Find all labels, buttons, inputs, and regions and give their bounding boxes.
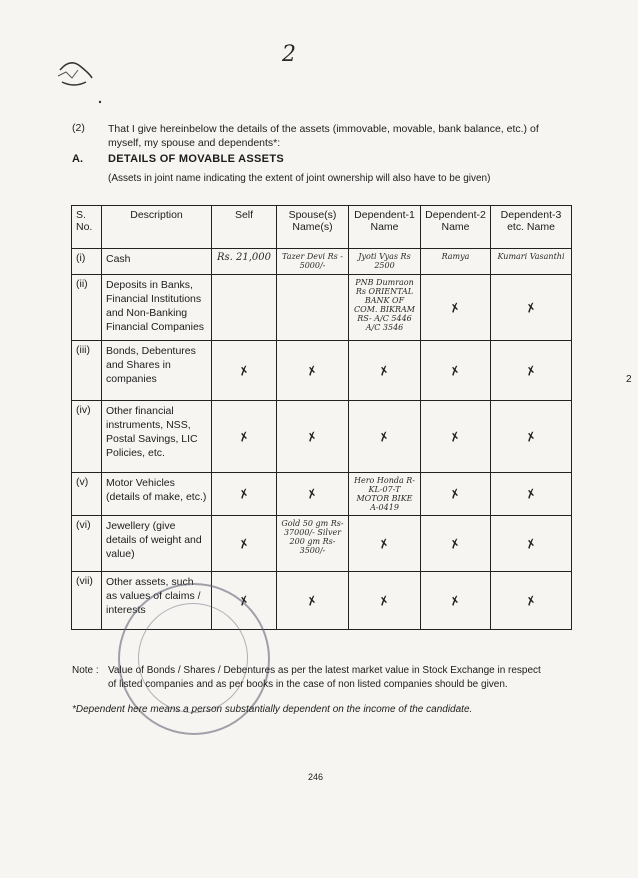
note-line-2: of listed companies and as per books in the case of non listed companies should be given.: [108, 679, 508, 690]
header-description: Description: [102, 206, 212, 249]
notary-stamp-inner-ring: [138, 603, 248, 713]
row-dependent-2-value: ✗: [421, 516, 491, 572]
row-dependent-3-value: Kumari Vasanthi: [491, 249, 572, 275]
table-row: [72, 249, 572, 275]
dependent-footnote: *Dependent here means a person substantially dependent on the income of the candidate.: [72, 704, 473, 715]
row-dependent-3-value: ✗: [491, 401, 572, 473]
row-dependent-1-value: PNB Dumraon Rs ORIENTAL BANK OF COM. BIKRAM RS- A/C 5446 A/C 3546: [349, 275, 421, 341]
movable-assets-table: [71, 205, 572, 630]
row-self-value: ✗: [212, 572, 277, 630]
table-row: [72, 473, 572, 516]
row-self-value: ✗: [212, 401, 277, 473]
row-description: Cash: [102, 249, 212, 275]
row-dependent-1-value: Hero Honda R- KL-07-T MOTOR BIKE A-0419: [349, 473, 421, 516]
corner-scribble: [52, 48, 122, 108]
row-self-value: Rs. 21,000: [212, 249, 277, 275]
header-dependent-1: Dependent-1 Name: [349, 206, 421, 249]
row-spouse-value: [277, 275, 349, 341]
row-sno: (i): [72, 249, 102, 275]
row-description: Jewellery (give details of weight and value): [102, 516, 212, 572]
row-dependent-3-value: ✗: [491, 275, 572, 341]
page-mark: 2: [282, 42, 296, 67]
page-number: 246: [308, 772, 324, 782]
section-title: DETAILS OF MOVABLE ASSETS: [108, 153, 284, 165]
row-sno: (v): [72, 473, 102, 516]
table-row: [72, 516, 572, 572]
row-dependent-2-value: ✗: [421, 341, 491, 401]
row-sno: (vi): [72, 516, 102, 572]
row-dependent-1-value: ✗: [349, 516, 421, 572]
row-spouse-value: Tazer Devi Rs - 5000/-: [277, 249, 349, 275]
row-dependent-2-value: Ramya: [421, 249, 491, 275]
row-dependent-2-value: ✗: [421, 572, 491, 630]
row-description: Other assets, such as values of claims / interests: [102, 572, 212, 630]
header-self: Self: [212, 206, 277, 249]
section-note: (Assets in joint name indicating the extent of joint ownership will also have to be given): [108, 173, 491, 184]
row-spouse-value: ✗: [277, 341, 349, 401]
row-dependent-3-value: ✗: [491, 572, 572, 630]
row-dependent-3-value: ✗: [491, 516, 572, 572]
table-row: [72, 275, 572, 341]
paragraph-line-1: That I give hereinbelow the details of the assets (immovable, movable, bank balance, etc.) of: [108, 123, 539, 135]
row-sno: (iii): [72, 341, 102, 401]
row-description: Deposits in Banks, Financial Institutions and Non-Banking Financial Companies: [102, 275, 212, 341]
row-dependent-1-value: ✗: [349, 572, 421, 630]
row-dependent-3-value: ✗: [491, 473, 572, 516]
table-row: [72, 341, 572, 401]
row-description: Other financial instruments, NSS, Postal Savings, LIC Policies, etc.: [102, 401, 212, 473]
row-dependent-2-value: ✗: [421, 275, 491, 341]
row-description: Bonds, Debentures and Shares in companies: [102, 341, 212, 401]
row-dependent-3-value: ✗: [491, 341, 572, 401]
row-dependent-1-value: ✗: [349, 401, 421, 473]
note-label: Note :: [72, 665, 99, 676]
row-spouse-value: ✗: [277, 572, 349, 630]
header-sno: S. No.: [72, 206, 102, 249]
paragraph-number: (2): [72, 122, 85, 134]
row-self-value: [212, 275, 277, 341]
row-sno: (vii): [72, 572, 102, 630]
row-spouse-value: ✗: [277, 473, 349, 516]
row-sno: (ii): [72, 275, 102, 341]
row-dependent-2-value: ✗: [421, 401, 491, 473]
header-spouse: Spouse(s) Name(s): [277, 206, 349, 249]
row-self-value: ✗: [212, 473, 277, 516]
table-header-row: [72, 206, 572, 249]
row-dependent-1-value: ✗: [349, 341, 421, 401]
row-spouse-value: ✗: [277, 401, 349, 473]
row-self-value: ✗: [212, 341, 277, 401]
row-self-value: ✗: [212, 516, 277, 572]
note-line-1: Value of Bonds / Shares / Debentures as per the latest market value in Stock Exchange in respect: [108, 665, 541, 676]
row-dependent-1-value: Jyoti Vyas Rs 2500: [349, 249, 421, 275]
paragraph-line-2: myself, my spouse and dependents*:: [108, 137, 281, 149]
row-sno: (iv): [72, 401, 102, 473]
row-spouse-value: Gold 50 gm Rs- 37000/- Silver 200 gm Rs- 3500/-: [277, 516, 349, 572]
row-description: Motor Vehicles (details of make, etc.): [102, 473, 212, 516]
header-dependent-2: Dependent-2 Name: [421, 206, 491, 249]
section-letter: A.: [72, 153, 83, 165]
header-dependent-3: Dependent-3 etc. Name: [491, 206, 572, 249]
row-dependent-2-value: ✗: [421, 473, 491, 516]
margin-mark: 2: [626, 374, 632, 385]
table-row: [72, 401, 572, 473]
